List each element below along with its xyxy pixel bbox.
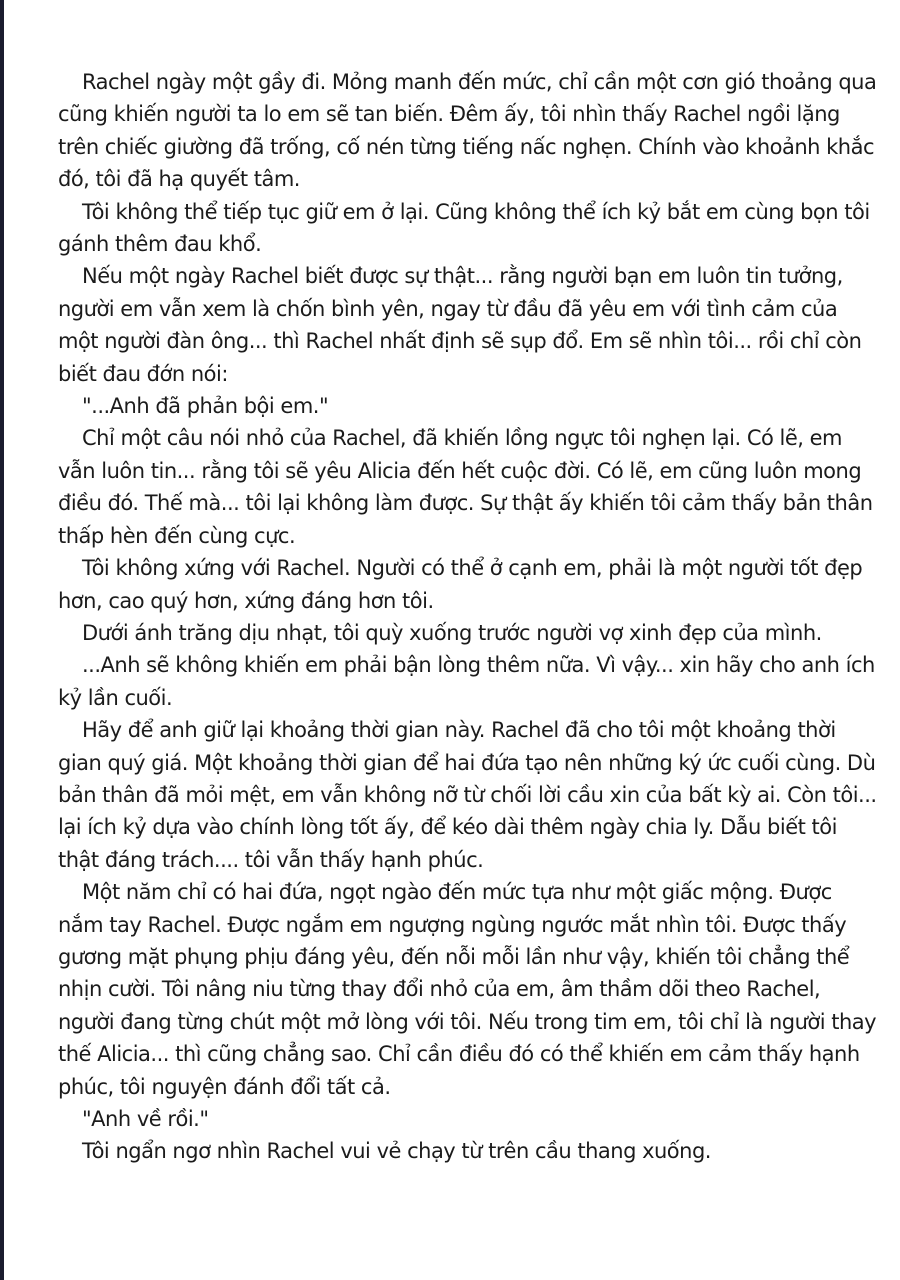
paragraph: Nếu một ngày Rachel biết được sự thật... rằng người bạn em luôn tin tưởng, người em vẫn xem là chốn bình yên, ngay từ đầu đã yêu em với tình cảm của một người đàn ông... thì Rachel nhất định sẽ sụp đổ. Em sẽ nhìn tôi... rồi chỉ còn biết đau đớn nói:	[58, 264, 862, 386]
paragraph: Tôi không thể tiếp tục giữ em ở lại. Cũng không thể ích kỷ bắt em cùng bọn tôi gánh thêm đau khổ.	[58, 199, 870, 257]
paragraph: Chỉ một câu nói nhỏ của Rachel, đã khiến lồng ngực tôi nghẹn lại. Có lẽ, em vẫn luôn tin... rằng tôi sẽ yêu Alicia đến hết cuộc đời. Có lẽ, em cũng luôn mong điều đó. Thế mà... tôi lại không làm được. Sự thật ấy khiến tôi cảm thấy bản thân thấp hèn đến cùng cực.	[58, 426, 873, 548]
paragraph: Tôi không xứng với Rachel. Người có thể ở cạnh em, phải là một người tốt đẹp hơn, cao quý hơn, xứng đáng hơn tôi.	[58, 556, 863, 613]
paragraph: "...Anh đã phản bội em."	[82, 394, 329, 419]
paragraph: Một năm chỉ có hai đứa, ngọt ngào đến mức tựa như một giấc mộng. Được nắm tay Rachel. Được ngắm em ngượng ngùng ngước mắt nhìn tôi. Được thấy gương mặt phụng phịu đáng yêu, đến nỗi mỗi lần như vậy, khiến tôi chẳng thể nhịn cười. Tôi nâng niu từng thay đổi nhỏ của em, âm thầm dõi theo Rachel, người đang từng chút một mở lòng với tôi. Nếu trong tim em, tôi chỉ là người thay thế Alicia... thì cũng chẳng sao. Chỉ cần điều đó có thể khiến em cảm thấy hạnh phúc, tôi nguyện đánh đổi tất cả.	[58, 880, 877, 1099]
left-border	[0, 0, 4, 1280]
paragraph: Rachel ngày một gầy đi. Mỏng manh đến mức, chỉ cần một cơn gió thoảng qua cũng khiến người ta lo em sẽ tan biến. Đêm ấy, tôi nhìn thấy Rachel ngồi lặng trên chiếc giường đã trống, cố nén từng tiếng nấc nghẹn. Chính vào khoảnh khắc đó, tôi đã hạ quyết tâm.	[58, 70, 877, 192]
paragraph: Hãy để anh giữ lại khoảng thời gian này. Rachel đã cho tôi một khoảng thời gian quý giá. Một khoảng thời gian để hai đứa tạo nên những ký ức cuối cùng. Dù bản thân đã mỏi mệt, em vẫn không nỡ từ chối lời cầu xin của bất kỳ ai. Còn tôi... lại ích kỷ dựa vào chính lòng tốt ấy, để kéo dài thêm ngày chia ly. Dẫu biết tôi thật đáng trách.... tôi vẫn thấy hạnh phúc.	[58, 718, 877, 872]
text-body	[58, 66, 880, 1168]
paragraph: Tôi ngẩn ngơ nhìn Rachel vui vẻ chạy từ trên cầu thang xuống.	[82, 1139, 711, 1164]
paragraph: Dưới ánh trăng dịu nhạt, tôi quỳ xuống trước người vợ xinh đẹp của mình.	[82, 620, 822, 645]
paragraph: "Anh về rồi."	[82, 1107, 209, 1131]
paragraph: ...Anh sẽ không khiến em phải bận lòng thêm nữa. Vì vậy... xin hãy cho anh ích kỷ lần cuối.	[58, 653, 875, 710]
